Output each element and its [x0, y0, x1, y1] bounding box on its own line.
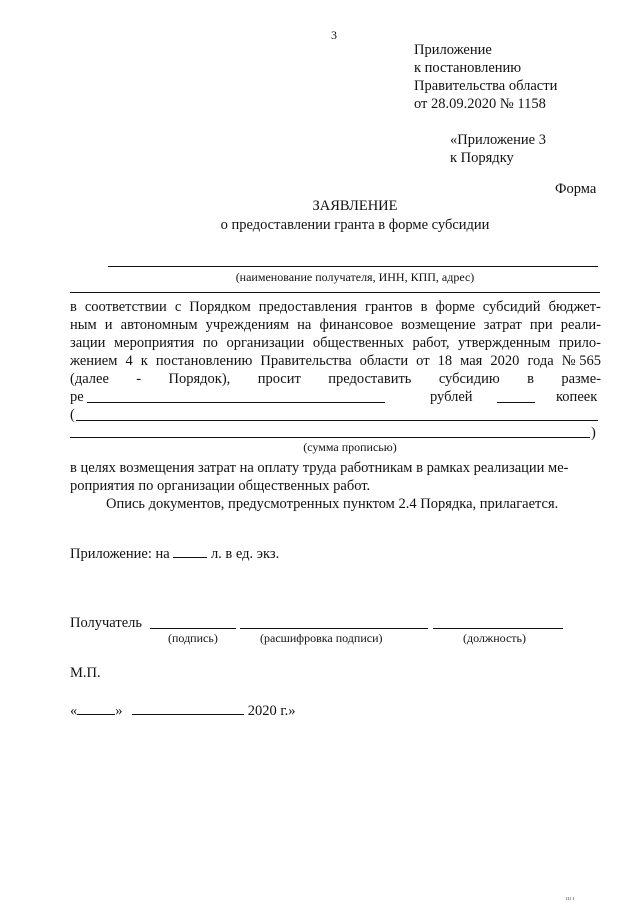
- appendix-header-line4: от 28.09.2020 № 1158: [414, 96, 546, 112]
- word: субсидий: [482, 299, 541, 315]
- sum-caption: (сумма прописью): [303, 440, 397, 454]
- word: в: [527, 371, 534, 387]
- amount-kopecks-field[interactable]: [497, 402, 535, 403]
- appendix-ref-line2: к Порядку: [450, 150, 514, 166]
- word: года: [527, 353, 554, 369]
- close-quote: »: [115, 703, 123, 719]
- word: учреждениям: [205, 317, 290, 333]
- body-line-1: [70, 298, 601, 316]
- word: 4: [125, 353, 133, 369]
- rubles-label: рублей: [430, 389, 473, 405]
- recipient-extra-line[interactable]: [70, 292, 600, 293]
- appendix-ref-line1: «Приложение 3: [450, 132, 546, 148]
- attachment-line: [70, 544, 279, 563]
- word: форме: [435, 299, 475, 315]
- recipient-caption: (наименование получателя, ИНН, КПП, адрес): [235, 270, 475, 284]
- sum-in-words-field-1[interactable]: [76, 420, 598, 421]
- body-line-5: [70, 370, 601, 388]
- body-line-2: [70, 316, 601, 334]
- caption-signature-decode: (расшифровка подписи): [260, 631, 383, 645]
- word: постановлению: [155, 353, 253, 369]
- kopecks-label: копеек: [556, 389, 598, 405]
- position-field[interactable]: [433, 628, 563, 629]
- footer-mark: ııı ı: [566, 896, 575, 902]
- form-label: Форма: [555, 181, 597, 197]
- word: и: [104, 317, 113, 333]
- word: к: [140, 353, 148, 369]
- word: 2020: [490, 353, 520, 369]
- appendix-header-line3: Правительства области: [414, 78, 558, 94]
- signature-decode-field[interactable]: [240, 628, 428, 629]
- paren-close: ): [591, 425, 596, 441]
- year-text: 2020 г.»: [247, 703, 296, 719]
- word: возмещение: [400, 317, 476, 333]
- word: предоставить: [328, 371, 412, 387]
- word: ным: [70, 317, 97, 333]
- paren-open: (: [70, 407, 75, 423]
- word: работ,: [412, 335, 450, 351]
- body-line-8: роприятия по организации общественных работ.: [70, 478, 371, 494]
- word: прило-: [558, 335, 601, 351]
- sheet-count-field[interactable]: [173, 544, 207, 558]
- word: в: [70, 299, 77, 315]
- body-line-6-start: ре: [70, 389, 84, 405]
- sum-in-words-field-2[interactable]: [70, 437, 590, 438]
- word: грантов: [364, 299, 413, 315]
- word: (далее: [70, 371, 109, 387]
- word: 18: [437, 353, 453, 369]
- word: организации: [226, 335, 305, 351]
- word: на: [297, 317, 312, 333]
- word: Порядком: [189, 299, 251, 315]
- word: Правительства: [260, 353, 352, 369]
- word: утвержденным: [458, 335, 551, 351]
- amount-rubles-field[interactable]: [87, 402, 385, 403]
- word: соответствии: [84, 299, 167, 315]
- attachment-prefix: Приложение: на: [70, 546, 170, 562]
- word: мая: [460, 353, 483, 369]
- word: реали-: [560, 317, 601, 333]
- month-field[interactable]: [132, 701, 244, 715]
- word: -: [136, 371, 142, 387]
- word: при: [529, 317, 553, 333]
- word: по: [202, 335, 218, 351]
- body-line-3: [70, 334, 601, 352]
- word: от: [416, 353, 430, 369]
- open-quote: «: [70, 703, 78, 719]
- recipient-label: Получатель: [70, 615, 142, 631]
- word: общественных: [312, 335, 404, 351]
- body-line-4: [70, 352, 601, 370]
- word: области: [359, 353, 409, 369]
- recipient-name-line[interactable]: [108, 266, 598, 267]
- stamp-label: М.П.: [70, 665, 101, 681]
- word: затрат: [483, 317, 522, 333]
- document-subtitle: о предоставлении гранта в форме субсидии: [220, 217, 490, 233]
- word: зации: [70, 335, 106, 351]
- day-field[interactable]: [77, 701, 115, 715]
- word: жением: [70, 353, 118, 369]
- caption-signature: (подпись): [168, 631, 218, 645]
- word: бюджет-: [548, 299, 601, 315]
- word: автономным: [120, 317, 198, 333]
- appendix-header-line1: Приложение: [414, 42, 492, 58]
- word: финансовое: [319, 317, 393, 333]
- word: разме-: [561, 371, 601, 387]
- word: Порядок),: [168, 371, 231, 387]
- word: в: [420, 299, 428, 315]
- word: № 565: [561, 353, 601, 369]
- word: субсидию: [438, 371, 500, 387]
- word: предоставления: [258, 299, 357, 315]
- word: просит: [257, 371, 301, 387]
- body-line-7: в целях возмещения затрат на оплату труда работникам в рамках реализации ме-: [70, 460, 569, 476]
- word: мероприятия: [114, 335, 195, 351]
- signature-field[interactable]: [150, 628, 236, 629]
- body-line-9: Опись документов, предусмотренных пунктом 2.4 Порядка, прилагается.: [106, 496, 559, 512]
- date-line: [70, 701, 296, 720]
- attachment-suffix: л. в ед. экз.: [210, 546, 280, 562]
- caption-position: (должность): [463, 631, 526, 645]
- appendix-header-line2: к постановлению: [414, 60, 522, 76]
- document-title: ЗАЯВЛЕНИЕ: [312, 198, 398, 214]
- page-number: 3: [331, 28, 337, 42]
- word: с: [174, 299, 182, 315]
